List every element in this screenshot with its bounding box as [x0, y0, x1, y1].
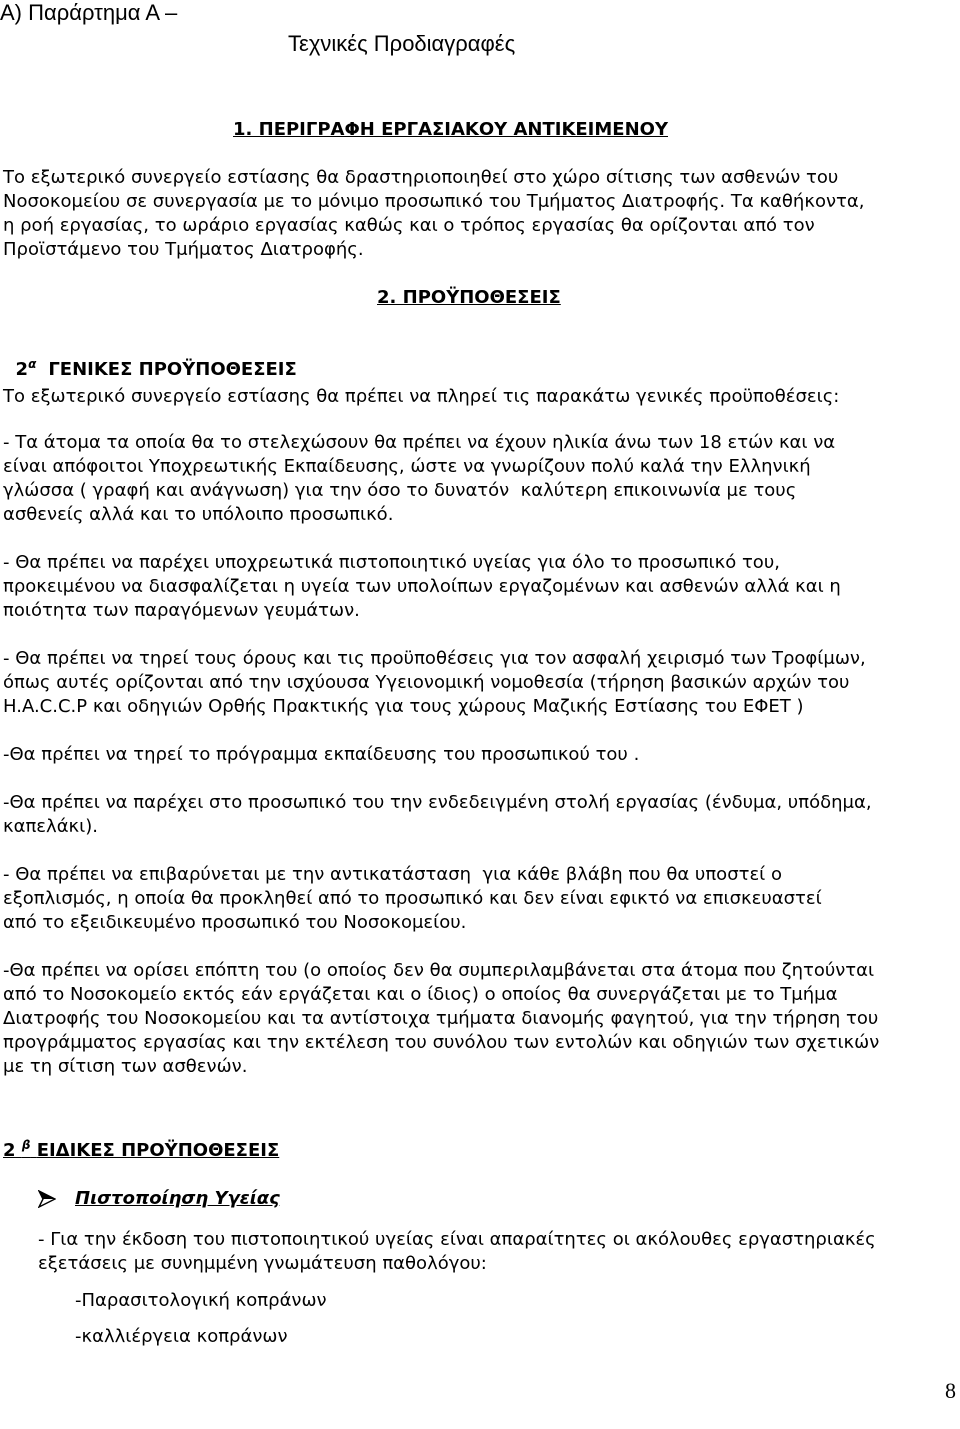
paragraph-line: H.A.C.C.P και οδηγιών Ορθής Πρακτικής για τους χώρους Μαζικής Εστίασης του ΕΦΕΤ ) — [3, 696, 804, 717]
paragraph-line: - Για την έκδοση του πιστοποιητικού υγείας είναι απαραίτητες οι ακόλουθες εργαστηριακές — [38, 1229, 876, 1250]
paragraph-line: με τη σίτιση των ασθενών. — [3, 1056, 248, 1077]
general-item-5 — [3, 791, 872, 839]
section1-heading: 1. ΠΕΡΙΓΡΑΦΗ ΕΡΓΑΣΙΑΚΟΥ ΑΝΤΙΚΕΙΜΕΝΟΥ — [233, 119, 668, 140]
paragraph-line: η ροή εργασίας, το ωράριο εργασίας καθώς και ο τρόπος εργασίας θα ορίζονται από τον — [3, 215, 815, 236]
special-requirements-heading — [3, 1139, 279, 1163]
health-certificate-subheading: Πιστοποίηση Υγείας — [75, 1188, 280, 1209]
general-heading-title: ΓΕΝΙΚΕΣ ΠΡΟΫΠΟΘΕΣΕΙΣ — [48, 359, 297, 380]
test-item-label: -Παρασιτολογική κοπράνων — [75, 1290, 327, 1311]
paragraph-line: προκειμένου να διασφαλίζεται η υγεία των υπολοίπων εργαζομένων και ασθενών αλλά και η — [3, 576, 841, 597]
paragraph-line: - Θα πρέπει να επιβαρύνεται με την αντικατάσταση για κάθε βλάβη που θα υποστεί ο — [3, 864, 782, 885]
page-number: 8 — [945, 1378, 956, 1403]
section1-paragraph — [3, 166, 864, 262]
paragraph-line: -Θα πρέπει να τηρεί το πρόγραμμα εκπαίδευσης του προσωπικού του . — [3, 744, 640, 765]
paragraph-line: Νοσοκομείου σε συνεργασία με το μόνιμο προσωπικό του Τμήματος Διατροφής. Τα καθήκοντα, — [3, 191, 865, 212]
special-heading-letter: β — [21, 1138, 31, 1152]
paragraph-line: καπελάκι). — [3, 816, 99, 837]
general-item-7 — [3, 959, 879, 1079]
paragraph-line: εξοπλισμός, η οποία θα προκληθεί από το προσωπικό και δεν είναι εφικτό να επισκευαστεί — [3, 888, 822, 909]
test-item — [75, 1289, 327, 1313]
general-item-1 — [3, 431, 835, 527]
paragraph-line: -Θα πρέπει να ορίσει επόπτη του (ο οποίος δεν θα συμπεριλαμβάνεται στα άτομα που ζητούνται — [3, 960, 875, 981]
paragraph-line: γλώσσα ( γραφή και ανάγνωση) για την όσο το δυνατόν καλύτερη επικοινωνία με τους — [3, 480, 797, 501]
test-item — [75, 1325, 288, 1349]
paragraph-line: προγράμματος εργασίας και την εκτέλεση του συνόλου των εντολών και οδηγιών των σχετικών — [3, 1032, 880, 1053]
general-heading-number: 2 — [15, 359, 29, 380]
general-item-6 — [3, 863, 822, 935]
paragraph-line: όπως αυτές ορίζονται από την ισχύουσα Υγειονομική νομοθεσία (τήρηση βασικών αρχών του — [3, 672, 850, 693]
paragraph-line: Προϊστάμενο του Τμήματος Διατροφής. — [3, 239, 364, 260]
paragraph-line: ασθενείς αλλά και το υπόλοιπο προσωπικό. — [3, 504, 394, 525]
arrow-bullet-icon — [38, 1190, 56, 1208]
general-intro — [3, 385, 839, 409]
paragraph-line: ποιότητα των παραγόμενων γευμάτων. — [3, 600, 360, 621]
paragraph-line: Το εξωτερικό συνεργείο εστίασης θα δραστηριοποιηθεί στο χώρο σίτισης των ασθενών του — [3, 167, 839, 188]
special-heading-title: ΕΙΔΙΚΕΣ ΠΡΟΫΠΟΘΕΣΕΙΣ — [36, 1140, 280, 1161]
paragraph-line: από το εξειδικευμένο προσωπικό του Νοσοκομείου. — [3, 912, 467, 933]
paragraph-line: από το Νοσοκομείο εκτός εάν εργάζεται και ο ίδιος) ο οποίος θα συνεργάζεται με το Τμήμα — [3, 984, 838, 1005]
general-item-3 — [3, 647, 866, 719]
paragraph-line: Διατροφής του Νοσοκομείου και τα αντίστοιχα τμήματα διανομής φαγητού, για την τήρηση του — [3, 1008, 879, 1029]
paragraph-line: Το εξωτερικό συνεργείο εστίασης θα πρέπει να πληρεί τις παρακάτω γενικές προϋποθέσεις: — [3, 386, 840, 407]
paragraph-line: - Θα πρέπει να τηρεί τους όρους και τις προϋποθέσεις για τον ασφαλή χειρισμό των Τροφίμων, — [3, 648, 866, 669]
general-requirements-heading — [3, 334, 297, 382]
paragraph-line: - Τα άτομα τα οποία θα το στελεχώσουν θα πρέπει να έχουν ηλικία άνω των 18 ετών και να — [3, 432, 836, 453]
paragraph-line: είναι απόφοιτοι Υποχρεωτικής Εκπαίδευσης, ώστε να γνωρίζουν πολύ καλά την Ελληνική — [3, 456, 811, 477]
special-paragraph — [38, 1228, 876, 1276]
appendix-title: Α) Παράρτημα Α – — [0, 0, 178, 25]
general-heading-letter: α — [28, 357, 37, 371]
section2-heading: 2. ΠΡΟΫΠΟΘΕΣΕΙΣ — [377, 287, 561, 308]
document-subtitle: Τεχνικές Προδιαγραφές — [288, 31, 516, 56]
paragraph-line: εξετάσεις με συνημμένη γνωμάτευση παθολόγου: — [38, 1253, 487, 1274]
paragraph-line: -Θα πρέπει να παρέχει στο προσωπικό του την ενδεδειγμένη στολή εργασίας (ένδυμα, υπόδημα, — [3, 792, 872, 813]
general-item-2 — [3, 551, 841, 623]
special-heading-number: 2 — [3, 1140, 16, 1161]
general-item-4 — [3, 743, 639, 767]
test-item-label: -καλλιέργεια κοπράνων — [75, 1326, 288, 1347]
paragraph-line: - Θα πρέπει να παρέχει υποχρεωτικά πιστοποιητικό υγείας για όλο το προσωπικό του, — [3, 552, 780, 573]
